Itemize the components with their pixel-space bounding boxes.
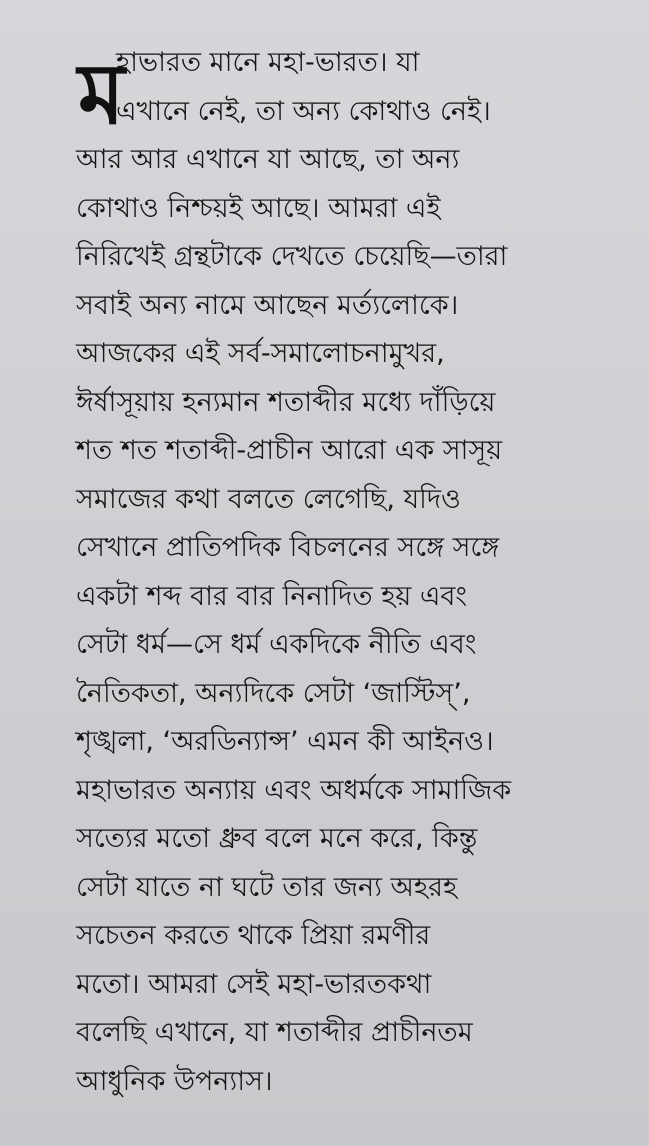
text-line: সেটা ধর্ম—সে ধর্ম একদিকে নীতি এবং bbox=[76, 629, 477, 660]
text-line: সত্যের মতো ধ্রুব বলে মনে করে, কিন্তু bbox=[76, 823, 478, 854]
text-line: কোথাও নিশ্চয়ই আছে। আমরা এই bbox=[76, 192, 441, 224]
text-line: মহাভারত অন্যায় এবং অধর্মকে সামাজিক bbox=[76, 774, 512, 806]
text-line: শত শত শতাব্দী-প্রাচীন আরো এক সাসূয় bbox=[76, 435, 503, 466]
text-line: এখানে নেই, তা অন্য কোথাও নেই। bbox=[116, 95, 491, 127]
text-line: নৈতিকতা, অন্যদিকে সেটা ‘জাস্টিস্’, bbox=[76, 677, 471, 709]
text-line: সেখানে প্রাতিপদিক বিচলনের সঙ্গে সঙ্গে bbox=[76, 532, 500, 563]
text-line: ঈর্ষাসূয়ায় হন্যমান শতাব্দীর মধ্যে দাঁড়িয়ে bbox=[76, 386, 496, 418]
text-line: বলেছি এখানে, যা শতাব্দীর প্রাচীনতম bbox=[76, 1017, 473, 1048]
text-line: সেটা যাতে না ঘটে তার জন্য অহরহ bbox=[76, 871, 458, 903]
drop-cap: ম bbox=[78, 44, 125, 143]
text-line: হাভারত মানে মহা-ভারত। যা bbox=[116, 47, 420, 78]
text-line: সবাই অন্য নামে আছেন মর্ত্যলোকে। bbox=[76, 289, 459, 321]
text-line: আধুনিক উপন্যাস। bbox=[76, 1065, 273, 1097]
text-line: একটা শব্দ বার বার নিনাদিত হয় এবং bbox=[76, 580, 468, 612]
text-line: আজকের এই সর্ব-সমালোচনামুখর, bbox=[76, 338, 445, 369]
text-line: শৃঙ্খলা, ‘অরডিন্যান্স’ এমন কী আইনও। bbox=[76, 726, 494, 757]
text-line: সমাজের কথা বলতে লেগেছি, যদিও bbox=[76, 483, 461, 515]
text-line: মতো। আমরা সেই মহা-ভারতকথা bbox=[76, 968, 432, 1000]
text-line: সচেতন করতে থাকে প্রিয়া রমণীর bbox=[76, 920, 431, 951]
text-line: আর আর এখানে যা আছে, তা অন্য bbox=[76, 144, 460, 175]
text-line: নিরিখেই গ্রন্থটাকে দেখতে চেয়েছি—তারা bbox=[76, 241, 508, 272]
